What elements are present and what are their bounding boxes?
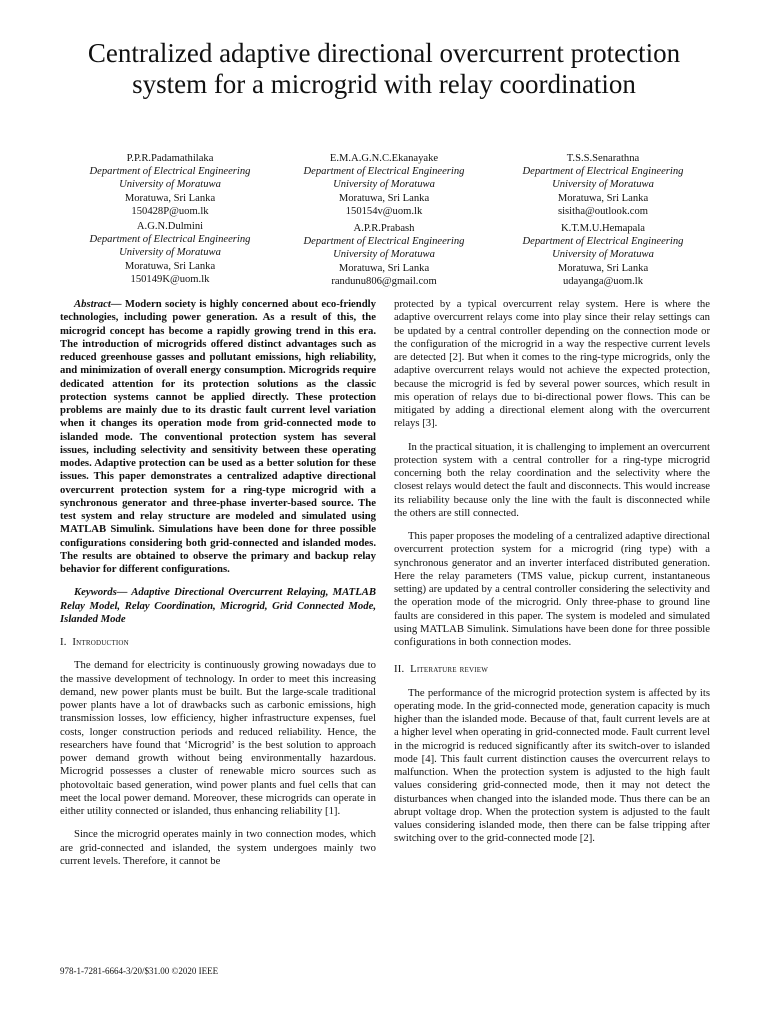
paragraph: The demand for electricity is continuously growing nowadays due to the massive development of technology. In order to meet this increasing demand, new power plants must be built. But the large-scale traditional power plants have a lot of drawbacks such as carbonic emissions, high transmission losses, low efficiency, higher infrastructure expenses, fuel costs, longer construction periods and reduced reliability. Hence, the researchers have found that ‘Microgrid’ is the best solution to approach power demand growth without being environmentally hazardous. Microgrid possesses a cluster of renewable micro sources such as photovoltaic based generation, wind power plants and fuel cells that can meet the local power demand. Moreover, these microgrids can operate in either utility connected or islanded, thus enhancing reliability [1].	[60, 659, 376, 817]
section-heading-introduction	[60, 636, 376, 649]
left-column	[60, 298, 376, 878]
paragraph: This paper proposes the modeling of a centralized adaptive directional overcurrent protection system for a microgrid (ring type) with a synchronous generator and an inverter interfaced distributed generation. Here the relay parameters (TMS value, pickup current, instantaneous setting) are updated by a central controller considering the selectivity and the operation mode of the microgrid. Only three-phase to ground line faults are considered in this paper. The system is modeled and simulated using MATLAB Simulink. Simulations have been done for three possible configurations in both connection modes.	[394, 530, 710, 648]
paragraph: In the practical situation, it is challenging to implement an overcurrent protection system with a central controller for a ring-type microgrid concerning both the relay coordination and the selectivity where the closest relays would detect the fault and disconnects. This would increase its reliability because only the line with the fault is disconnected while the others are still connected.	[394, 440, 710, 519]
author-block	[55, 220, 285, 286]
author-location: Moratuwa, Sri Lanka	[557, 192, 649, 204]
section-title: Literature review	[410, 663, 489, 676]
abstract-label: Abstract—	[74, 298, 122, 310]
author-location: Moratuwa, Sri Lanka	[338, 262, 430, 274]
author-email: 150154v@uom.lk	[345, 205, 423, 217]
author-name: A.P.R.Prabash	[353, 223, 415, 234]
author-location: Moratuwa, Sri Lanka	[338, 192, 430, 204]
author-name: A.G.N.Dulmini	[136, 221, 204, 232]
right-column	[394, 298, 710, 856]
author-name: T.S.S.Senarathna	[566, 153, 640, 164]
paragraph: protected by a typical overcurrent relay system. Here is where the adaptive overcurrent relays come into play since their relay settings can be updated by a central controller depending on the connection mode or the configuration of the microgrid in a way the respective current levels are detected [2]. But when it comes to the ring-type microgrids, only the adaptive overcurrent relays would not achieve the expected protection, because the microgrid is fed by several power sources, which result in mis operation of relays due to bi-directional power flows. This can be mitigated by adding a directional element along with the overcurrent relays [3].	[394, 298, 710, 430]
copyright-footer: 978-1-7281-6664-3/20/$31.00 ©2020 IEEE	[60, 966, 219, 976]
author-location: Moratuwa, Sri Lanka	[124, 192, 216, 204]
paper-title: Centralized adaptive directional overcurrent protection system for a microgrid with relay coordination	[87, 38, 681, 99]
author-department: Department of Electrical Engineering	[89, 166, 251, 178]
author-email: randunu806@gmail.com	[331, 275, 437, 287]
author-block	[488, 152, 718, 218]
author-university: University of Moratuwa	[552, 179, 654, 191]
section-number: I.	[60, 636, 67, 648]
author-department: Department of Electrical Engineering	[303, 166, 465, 178]
author-university: University of Moratuwa	[552, 249, 654, 261]
author-block	[269, 152, 499, 218]
author-email: 150428P@uom.lk	[131, 205, 209, 217]
author-university: University of Moratuwa	[119, 247, 221, 259]
author-department: Department of Electrical Engineering	[89, 234, 251, 246]
author-name: E.M.A.G.N.C.Ekanayake	[329, 153, 439, 164]
author-block	[55, 152, 285, 218]
keywords	[60, 586, 376, 626]
author-department: Department of Electrical Engineering	[303, 236, 465, 248]
author-location: Moratuwa, Sri Lanka	[124, 260, 216, 272]
author-university: University of Moratuwa	[333, 179, 435, 191]
author-block	[488, 222, 718, 288]
section-title: Introduction	[72, 636, 129, 648]
author-university: University of Moratuwa	[333, 249, 435, 261]
author-email: 150149K@uom.lk	[130, 273, 210, 285]
keywords-text: Adaptive Directional Overcurrent Relaying, MATLAB Relay Model, Relay Coordination, Microgrid, Grid Connected Mode, Islanded Mode	[60, 586, 376, 625]
abstract-text: Modern society is highly concerned about eco-friendly technologies, including power generation. As a result of this, the microgrid concept has become a rapidly growing trend in this era. The introduction of microgrids offered distinct advantages such as reduced greenhouse gasses and pollutant emissions, high reliability, and minimization of overall energy consumption. Microgrids require dedicated attention for its protection solutions as the classic protection systems cannot be applied directly. These protection problems are mainly due to its drastic fault current level variation when it changes its operation mode from grid-connected mode to islanded mode. The conventional protection system has several issues, including selectivity and sensitivity between these operating modes. Adaptive protection can be used as a better solution for these issues. This paper demonstrates a centralized adaptive directional overcurrent protection system for a ring-type microgrid with a synchronous generator and three-phase inverter-based source. The test system and relay structure are modeled and simulated using MATLAB Simulink. Simulations have been done for three possible configurations considering both grid-connected and islanded modes. The results are obtained to observe the primary and backup relay behavior for different configurations.	[60, 298, 376, 575]
author-department: Department of Electrical Engineering	[522, 166, 684, 178]
author-name: K.T.M.U.Hemapala	[561, 223, 645, 234]
paragraph: The performance of the microgrid protection system is affected by its operating mode. In the grid-connected mode, generation capacity is much higher than the islanded mode. Because of that, fault current levels are at a higher level when operating in grid-connected mode. Fault current level in the microgrid is reduced significantly after its switch-over to islanded mode [4]. This fault current distinction causes the overcurrent relays to malfunction. When the protection system is adjusted to the high fault values considering grid-connected mode, then it may not detect the disturbances when changed into the islanded mode. Thus there can be an abrupt voltage drop. When the protection system is adjusted to the fault values considering islanded mode, then there can be false tripping after switching over to the grid-connected mode [2].	[394, 686, 710, 845]
keywords-label: Keywords—	[74, 586, 128, 599]
author-email: sisitha@outlook.com	[557, 205, 649, 217]
author-block	[269, 222, 499, 288]
paragraph: Since the microgrid operates mainly in two connection modes, which are grid-connected and islanded, the system undergoes mainly two current levels. Therefore, it cannot be	[60, 828, 376, 867]
author-name: P.P.R.Padamathilaka	[126, 153, 214, 164]
author-department: Department of Electrical Engineering	[522, 236, 684, 248]
author-email: udayanga@uom.lk	[562, 275, 644, 287]
section-heading-literature-review	[394, 663, 710, 676]
author-university: University of Moratuwa	[119, 179, 221, 191]
author-location: Moratuwa, Sri Lanka	[557, 262, 649, 274]
section-number: II.	[394, 663, 405, 676]
abstract	[60, 298, 376, 576]
